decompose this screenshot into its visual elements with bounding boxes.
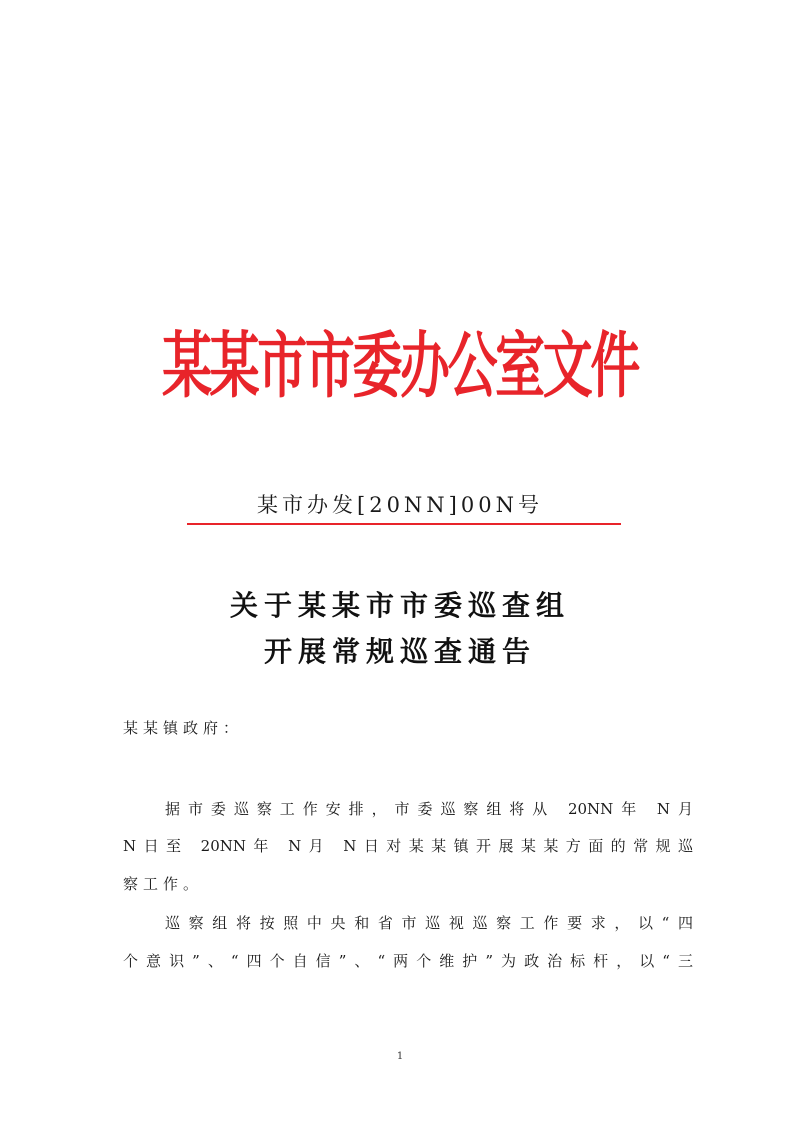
body-line-5: 个意识”、“四个自信”、“两个维护”为政治标杆，以“三 (123, 952, 693, 970)
document-title-line-2: 开展常规巡查通告 (263, 635, 536, 668)
body-line-1: 据市委巡察工作安排，市委巡察组将从 20NN年 N月 (165, 800, 693, 818)
body-line-2: N日至 20NN年 N月 N日对某某镇开展某某方面的常规巡 (123, 837, 693, 855)
masthead-title: 某某市市委办公室文件 (162, 324, 638, 409)
addressee: 某某镇政府： (123, 719, 244, 737)
page-number: 1 (396, 1051, 404, 1062)
document-title-line-1: 关于某某市市委巡查组 (229, 589, 570, 622)
document-number: 某市办发[20NN]00N号 (257, 493, 543, 517)
body-line-3: 察工作。 (123, 875, 204, 893)
body-line-4: 巡察组将按照中央和省市巡视巡察工作要求，以“四 (165, 914, 693, 932)
red-divider-line (187, 523, 621, 525)
